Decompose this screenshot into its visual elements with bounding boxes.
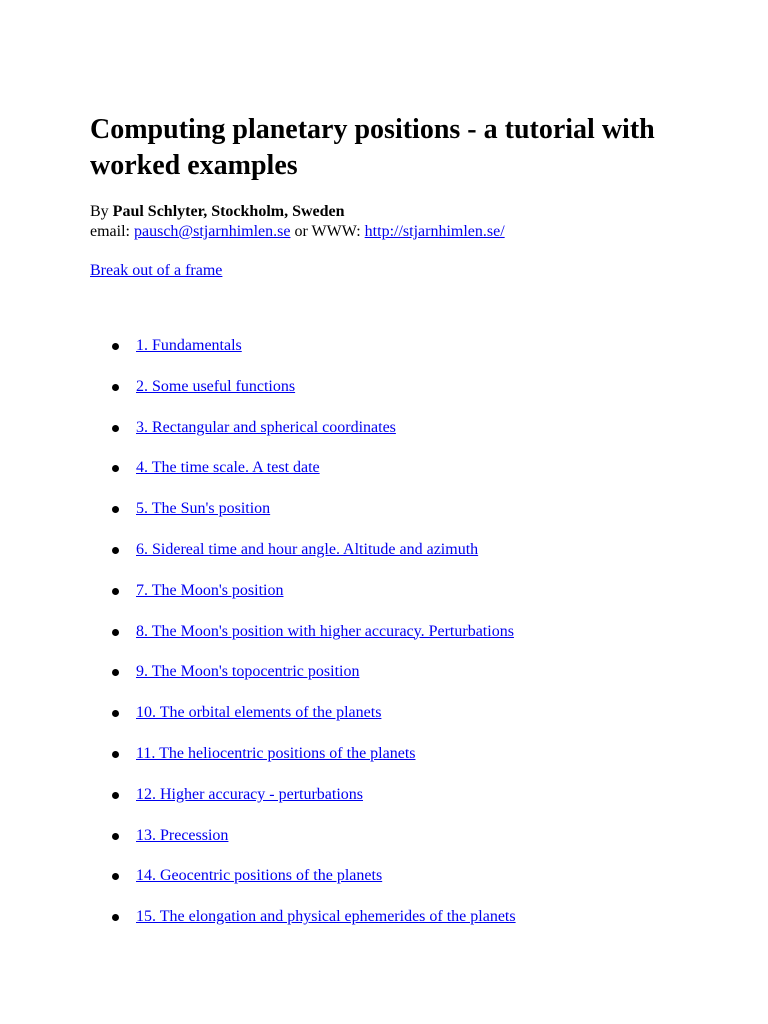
toc-link[interactable]: 10. The orbital elements of the planets [136, 704, 382, 722]
bullet-icon [112, 384, 119, 391]
break-out-of-frame-link[interactable]: Break out of a frame [90, 262, 223, 279]
toc-link[interactable]: 4. The time scale. A test date [136, 459, 320, 477]
toc-item [112, 785, 516, 826]
bullet-icon [112, 833, 119, 840]
bullet-icon [112, 425, 119, 432]
byline [90, 202, 730, 242]
page-title: Computing planetary positions - a tutorial with worked examples [90, 114, 655, 181]
toc-item [112, 826, 516, 867]
toc-link[interactable]: 8. The Moon's position with higher accuracy. Perturbations [136, 622, 514, 640]
toc-item [112, 703, 516, 744]
document-page [90, 112, 730, 926]
toc-item [112, 540, 516, 581]
toc-link[interactable]: 14. Geocentric positions of the planets [136, 867, 383, 885]
www-link[interactable]: http://stjarnhimlen.se/ [364, 223, 505, 240]
bullet-icon [112, 629, 119, 636]
toc-link[interactable]: 1. Fundamentals [136, 337, 242, 354]
toc-item [112, 662, 516, 703]
toc-item [112, 458, 516, 499]
toc-item [112, 418, 516, 459]
frame-link-container [90, 261, 730, 281]
toc-item [112, 377, 516, 418]
bullet-icon [112, 792, 119, 799]
byline-prefix: By [90, 203, 113, 220]
toc-item [112, 744, 516, 785]
toc-link[interactable]: 15. The elongation and physical ephemerides of the planets [136, 908, 516, 926]
bullet-icon [112, 751, 119, 758]
toc-item [112, 499, 516, 540]
toc-item [112, 907, 516, 948]
table-of-contents [112, 336, 516, 948]
author-name: Paul Schlyter, Stockholm, Sweden [112, 203, 345, 220]
toc-link[interactable]: 7. The Moon's position [136, 581, 284, 599]
toc-link[interactable]: 5. The Sun's position [136, 500, 271, 518]
bullet-icon [112, 669, 119, 676]
www-label: or WWW: [290, 223, 365, 240]
toc-link[interactable]: 12. Higher accuracy - perturbations [136, 785, 364, 803]
bullet-icon [112, 343, 119, 350]
email-link[interactable]: pausch@stjarnhimlen.se [133, 223, 291, 240]
toc-link[interactable]: 13. Precession [136, 826, 229, 844]
toc-item [112, 336, 516, 377]
bullet-icon [112, 588, 119, 595]
bullet-icon [112, 710, 119, 717]
toc-link[interactable]: 3. Rectangular and spherical coordinates [136, 418, 396, 436]
toc-link[interactable]: 6. Sidereal time and hour angle. Altitude and azimuth [136, 540, 479, 558]
bullet-icon [112, 914, 119, 921]
toc-link[interactable]: 11. The heliocentric positions of the planets [136, 744, 416, 762]
bullet-icon [112, 506, 119, 513]
bullet-icon [112, 547, 119, 554]
toc-link[interactable]: 2. Some useful functions [136, 377, 296, 395]
toc-link[interactable]: 9. The Moon's topocentric position [136, 663, 360, 681]
toc-item [112, 866, 516, 907]
bullet-icon [112, 465, 119, 472]
bullet-icon [112, 873, 119, 880]
toc-item [112, 622, 516, 663]
toc-item [112, 581, 516, 622]
email-label: email: [90, 223, 134, 240]
